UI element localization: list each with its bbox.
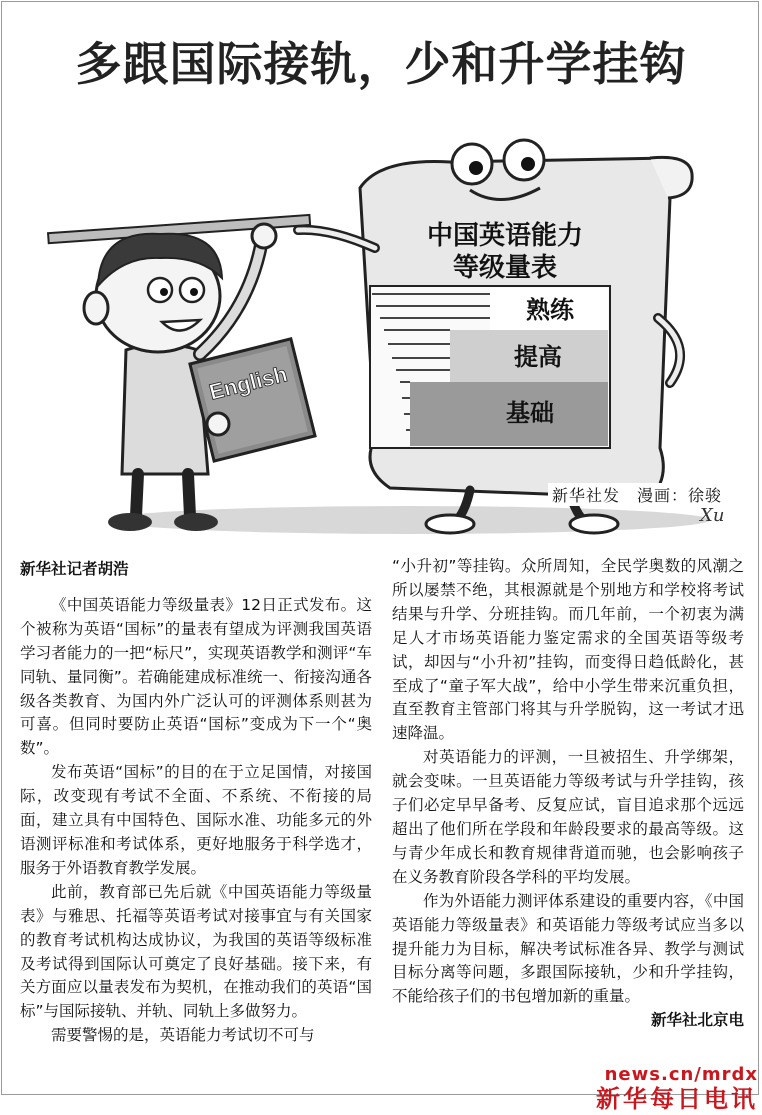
- sign-off: 新华社北京电: [650, 1011, 744, 1030]
- level-label-basic: 基础: [506, 399, 554, 427]
- paragraph: “小升初”等挂钩。众所周知，全民学奥数的风潮之所以屡禁不绝，其根源就是个别地方和学校将考试结果与升学、分班挂钩。而几年前，一个初衷为满足人才市场英语能力鉴定需求的全国英语等级考试，却因与“小升初”挂钩，而变得日趋低龄化，甚至成了“童子军大战”，给中小学生带来沉重负担，直至教育主管部门将其与升学脱钩，这一考试才迅速降温。: [392, 557, 744, 743]
- watermark-name: 新华每日电讯: [596, 1085, 758, 1113]
- paragraph: 对英语能力的评测，一旦被招生、升学绑架，就会变味。一旦英语能力等级考试与升学挂钩，孩子们必定早早备考、反复应试，盲目追求那个远远超出了他们所在学段和年龄段要求的最高等级。这与青少年成长和教育规律背道而驰，也会影响孩子在义务教育阶段各学科的平均发展。: [392, 748, 744, 886]
- watermark-url: news.cn/mrdx: [604, 1064, 758, 1085]
- article-column-right: [392, 555, 744, 1033]
- scroll-title-line2: 等级量表: [452, 253, 558, 283]
- scroll-title-line1: 中国英语能力: [426, 221, 584, 251]
- level-label-proficient: 熟练: [526, 296, 574, 324]
- watermark: [568, 1064, 758, 1113]
- cartoon-credit: 新华社发 漫画：徐骏: [548, 483, 726, 506]
- artist-signature: Xu: [700, 505, 725, 526]
- byline: 新华社记者胡浩: [20, 560, 129, 578]
- level-label-advanced: 提高: [514, 343, 562, 371]
- paragraph: 《中国英语能力等级量表》12日正式发布。这个被称为英语“国标”的量表有望成为评测我国英语学习者能力的一把“标尺”，实现英语教学和测评“车同轨、量同衡”。若确能建成标准统一、衔接沟通各级各类教育、为国内外广泛认可的评测体系则甚为可喜。但同时要防止英语“国标”变成为下一个“奥数”。: [20, 595, 372, 758]
- paragraph: 作为外语能力测评体系建设的重要内容，《中国英语能力等级量表》和英语能力等级考试应当多以提升能力为目标，解决考试标准各异、教学与测试目标分离等问题，多跟国际接轨，少和升学挂钩，不能给孩子们的书包增加新的重量。: [392, 891, 744, 1006]
- book-label: English: [206, 361, 290, 405]
- paragraph: 需要警惕的是，英语能力考试切不可与: [51, 1026, 315, 1045]
- paragraph: 此前，教育部已先后就《中国英语能力等级量表》与雅思、托福等英语考试对接事宜与有关国家的教育考试机构达成协议，为我国的英语等级标准及考试得到国际认可奠定了良好基础。接下来，有关方面应以量表发布为契机，在推动我们的英语“国标”与国际接轨、并轨、同轨上多做努力。: [20, 882, 372, 1021]
- paragraph: 发布英语“国标”的目的在于立足国情，对接国际，改变现有考试不全面、不系统、不衔接的局面，建立具有中国特色、国际水准、功能多元的外语测评标准和考试体系，更好地服务于科学选才，服务于外语教育教学发展。: [20, 763, 372, 877]
- headline: 多跟国际接轨，少和升学挂钩: [75, 37, 687, 91]
- article-column-left: [20, 558, 372, 1048]
